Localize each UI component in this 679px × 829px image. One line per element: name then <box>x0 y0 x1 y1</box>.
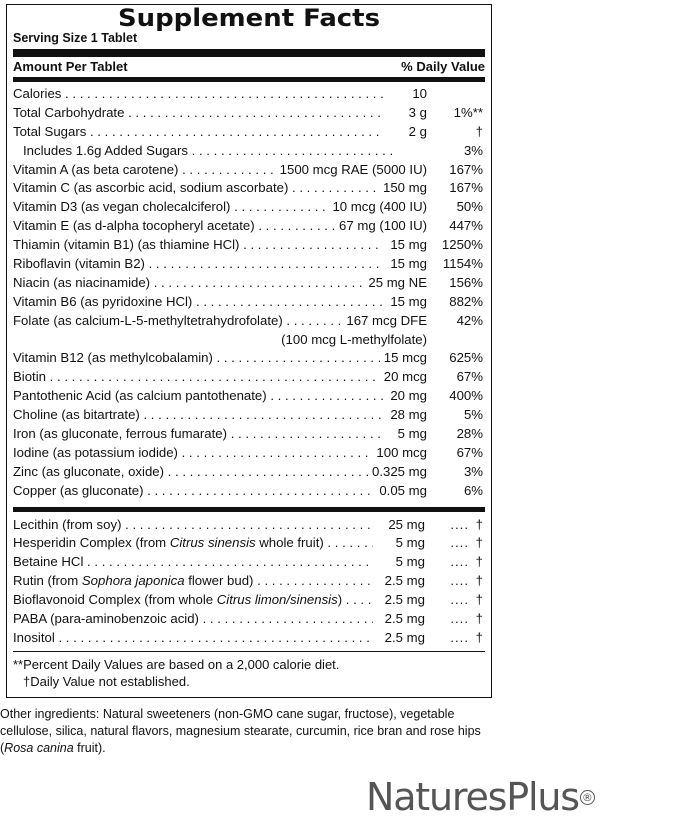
other-nutrient-name <box>13 572 373 591</box>
other-nutrient-daily-value: † <box>476 553 483 572</box>
nutrient-daily-value: 50% <box>457 198 483 217</box>
other-nutrient-amount: 2.5 mg <box>381 629 425 648</box>
other-nutrient-row <box>13 610 485 629</box>
other-nutrient-amount: 2.5 mg <box>381 572 425 591</box>
other-nutrient-name <box>13 553 373 572</box>
other-nutrient-name <box>13 534 373 553</box>
nutrient-daily-value: 156% <box>449 274 483 293</box>
nutrient-daily-value: 67% <box>457 368 483 387</box>
nutrient-row <box>13 331 485 350</box>
nutrient-daily-value: 167% <box>449 161 483 180</box>
other-nutrient-row <box>13 516 485 535</box>
other-ingredients <box>0 706 496 757</box>
other-nutrient-name-pre: Lecithin (from soy) <box>13 516 122 532</box>
registered-mark-icon: ® <box>581 791 593 804</box>
nutrient-row <box>13 255 485 274</box>
nutrient-name-label: Folate (as calcium-L-5-methyltetrahydrofolate) <box>13 312 283 328</box>
nutrient-amount: 0.05 mg <box>375 482 427 501</box>
other-nutrient-daily-value: † <box>476 591 483 610</box>
other-nutrient-daily-value: † <box>476 516 483 535</box>
other-nutrient-name-pre: Betaine HCl <box>13 554 84 570</box>
nutrient-name <box>13 123 383 142</box>
divider-thin <box>13 651 485 653</box>
other-nutrient-daily-value: † <box>476 629 483 648</box>
nutrient-row <box>13 368 485 387</box>
other-nutrient-name-label <box>13 573 253 588</box>
other-nutrient-daily-value: † <box>476 534 483 553</box>
nutrient-amount: 20 mg <box>386 387 427 406</box>
nutrient-name <box>13 482 383 501</box>
other-nutrient-dots: .... <box>447 572 469 591</box>
nutrient-row <box>13 293 485 312</box>
nutrient-daily-value: 400% <box>449 387 483 406</box>
nutrient-name-label: Thiamin (vitamin B1) (as thiamine HCl) <box>13 237 240 253</box>
nutrient-amount: 100 mcg <box>372 444 427 463</box>
nutrient-name-label: Vitamin B12 (as methylcobalamin) <box>13 350 213 366</box>
nutrient-row <box>13 142 485 161</box>
nutrient-name <box>13 142 393 161</box>
nutrient-name <box>13 217 383 236</box>
nutrient-name <box>13 255 383 274</box>
other-nutrient-name-pre: Hesperidin Complex (from <box>13 535 170 551</box>
nutrient-row <box>13 463 485 482</box>
nutrient-row <box>13 349 485 368</box>
nutrient-name-label: Total Sugars <box>13 123 87 139</box>
nutrient-row <box>13 312 485 331</box>
other-nutrient-name <box>13 591 373 610</box>
footnote-percent-dv: **Percent Daily Values are based on a 2,000 calorie diet. <box>13 657 340 673</box>
other-ingredients-suffix: fruit). <box>73 741 106 755</box>
nutrient-row <box>13 387 485 406</box>
nutrient-amount: 67 mg (100 IU) <box>335 217 427 236</box>
other-nutrient-row <box>13 629 485 648</box>
nutrient-daily-value: † <box>476 123 483 142</box>
other-nutrient-row <box>13 534 485 553</box>
nutrient-row <box>13 425 485 444</box>
nutrient-name-label: Zinc (as gluconate, oxide) <box>13 463 164 479</box>
nutrient-daily-value: 1154% <box>443 255 483 274</box>
nutrient-row <box>13 444 485 463</box>
other-nutrient-daily-value: † <box>476 610 483 629</box>
nutrient-daily-value: 1%** <box>454 104 483 123</box>
other-nutrient-dots: .... <box>447 610 469 629</box>
other-nutrient-row <box>13 591 485 610</box>
footnote-not-established: †Daily Value not established. <box>23 674 190 690</box>
nutrient-amount: 10 mcg (400 IU) <box>328 198 427 217</box>
nutrient-daily-value: 42% <box>457 312 483 331</box>
nutrient-daily-value: 625% <box>449 349 483 368</box>
nutrient-daily-value: 3% <box>464 142 483 161</box>
nutrient-daily-value: 882% <box>449 293 483 312</box>
nutrient-row <box>13 236 485 255</box>
other-nutrient-name-label <box>13 517 121 532</box>
nutrient-amount: 5 mg <box>394 425 427 444</box>
naturesplus-logo <box>366 772 595 822</box>
supplement-facts-panel <box>6 4 492 698</box>
nutrient-name <box>13 387 383 406</box>
nutrient-name-label: Includes 1.6g Added Sugars <box>23 142 188 158</box>
nutrient-name <box>13 444 383 463</box>
other-nutrient-dots: .... <box>447 591 469 610</box>
nutrient-name-label: Pantothenic Acid (as calcium pantothenate) <box>13 388 267 404</box>
nutrient-amount: 1500 mcg RAE (5000 IU) <box>276 161 427 180</box>
nutrient-amount: 0.325 mg <box>368 463 427 482</box>
nutrient-name <box>13 368 383 387</box>
nutrient-daily-value: 3% <box>464 463 483 482</box>
nutrient-name-label: Iron (as gluconate, ferrous fumarate) <box>13 426 228 442</box>
nutrient-amount: 25 mg NE <box>364 274 427 293</box>
nutrient-name <box>13 104 383 123</box>
nutrient-name-label: Vitamin A (as beta carotene) <box>13 161 179 177</box>
other-nutrient-name-label <box>13 630 55 645</box>
nutrient-row <box>13 198 485 217</box>
nutrient-name-label: Riboflavin (vitamin B2) <box>13 256 145 272</box>
nutrient-row <box>13 161 485 180</box>
nutrient-name <box>13 463 383 482</box>
other-nutrient-dots: .... <box>447 534 469 553</box>
other-nutrient-list <box>13 516 485 648</box>
other-nutrient-dots: .... <box>447 629 469 648</box>
nutrient-row <box>13 274 485 293</box>
nutrient-name <box>13 349 383 368</box>
nutrient-amount-continued: (100 mcg L-methylfolate) <box>281 331 427 350</box>
divider-thick <box>13 49 485 57</box>
nutrient-row <box>13 217 485 236</box>
other-nutrient-name-italic: Citrus sinensis <box>169 535 256 551</box>
nutrient-amount: 10 <box>408 85 427 104</box>
nutrient-row <box>13 85 485 104</box>
nutrient-name-label: Niacin (as niacinamide) <box>13 274 151 290</box>
nutrient-amount: 15 mg <box>386 293 427 312</box>
nutrient-row <box>13 406 485 425</box>
other-nutrient-name-label <box>13 611 199 626</box>
other-nutrient-name-pre: PABA (para-aminobenzoic acid) <box>13 611 199 627</box>
nutrient-daily-value: 6% <box>464 482 483 501</box>
nutrient-name <box>13 406 383 425</box>
nutrient-amount: 15 mg <box>386 236 427 255</box>
nutrient-amount: 150 mg <box>379 179 427 198</box>
other-ingredients-italic: Rosa canina <box>4 741 74 755</box>
nutrient-name <box>13 312 383 331</box>
nutrient-row <box>13 104 485 123</box>
other-nutrient-name-post: ) <box>337 592 343 608</box>
amount-header: Amount Per Tablet <box>13 59 128 74</box>
other-nutrient-name-pre: Bioflavonoid Complex (from whole <box>13 592 217 608</box>
other-nutrient-row <box>13 572 485 591</box>
other-nutrient-daily-value: † <box>476 572 483 591</box>
nutrient-amount: 3 g <box>405 104 427 123</box>
other-nutrient-name-pre: Rutin (from <box>13 573 82 589</box>
other-nutrient-name-pre: Inositol <box>13 629 55 645</box>
other-nutrient-dots: .... <box>447 553 469 572</box>
other-nutrient-name <box>13 610 373 629</box>
other-nutrient-dots: .... <box>447 516 469 535</box>
nutrient-daily-value: 1250% <box>442 236 483 255</box>
other-nutrient-amount: 5 mg <box>392 534 425 553</box>
divider-mid <box>13 507 485 512</box>
panel-title: Supplement Facts <box>117 4 381 32</box>
nutrient-name <box>13 179 383 198</box>
other-nutrient-name-label <box>13 535 324 550</box>
nutrient-row <box>13 482 485 501</box>
nutrient-name-label: Vitamin C (as ascorbic acid, sodium ascorbate) <box>13 180 289 196</box>
nutrient-daily-value: 67% <box>457 444 483 463</box>
nutrient-daily-value: 5% <box>464 406 483 425</box>
nutrient-name-label: Vitamin B6 (as pyridoxine HCl) <box>13 293 193 309</box>
nutrient-daily-value: 167% <box>449 179 483 198</box>
other-nutrient-amount: 25 mg <box>384 516 425 535</box>
nutrient-amount: 15 mg <box>386 255 427 274</box>
nutrient-amount: 167 mcg DFE <box>342 312 427 331</box>
nutrient-amount: 2 g <box>405 123 427 142</box>
dv-header: % Daily Value <box>401 59 485 74</box>
other-nutrient-row <box>13 553 485 572</box>
nutrient-daily-value: 447% <box>449 217 483 236</box>
other-nutrient-name-italic: Sophora japonica <box>81 573 185 589</box>
other-nutrient-name <box>13 629 373 648</box>
nutrient-amount: 20 mcg <box>380 368 427 387</box>
nutrient-name-label: Total Carbohydrate <box>13 104 125 120</box>
other-nutrient-amount: 2.5 mg <box>381 610 425 629</box>
nutrient-amount: 28 mg <box>386 406 427 425</box>
nutrient-name <box>13 85 383 104</box>
other-nutrient-name <box>13 516 373 535</box>
nutrient-row <box>13 179 485 198</box>
nutrient-name-label: Copper (as gluconate) <box>13 482 144 498</box>
serving-size: Serving Size 1 Tablet <box>13 31 138 45</box>
nutrient-amount: 15 mcg <box>380 349 427 368</box>
nutrient-name-label: Vitamin E (as d-alpha tocopheryl acetate) <box>13 218 255 234</box>
nutrient-name-label: Choline (as bitartrate) <box>13 407 140 423</box>
other-nutrient-name-label <box>13 592 342 607</box>
other-nutrient-name-italic: Citrus limon/sinensis <box>216 592 338 608</box>
other-nutrient-amount: 5 mg <box>392 553 425 572</box>
nutrient-name-label: Calories <box>13 86 62 101</box>
nutrient-list <box>13 85 485 501</box>
nutrient-row <box>13 123 485 142</box>
nutrient-name-label: Iodine (as potassium iodide) <box>13 444 178 460</box>
other-ingredients-text: Other ingredients: Natural sweeteners (non-GMO cane sugar, fructose), vegetable cellulose, silica, natural flavors, magnesium stearate, curcumin, rice bran and rose hips ( <box>0 707 481 755</box>
nutrient-daily-value: 28% <box>457 425 483 444</box>
nutrient-name <box>13 274 383 293</box>
other-nutrient-amount: 2.5 mg <box>381 591 425 610</box>
nutrient-name-label: Biotin <box>13 369 46 385</box>
other-nutrient-name-label <box>13 554 83 569</box>
nutrient-name-label: Vitamin D3 (as vegan cholecalciferol) <box>13 199 231 215</box>
column-header <box>13 57 485 82</box>
other-nutrient-name-post: whole fruit) <box>255 535 324 551</box>
other-nutrient-name-post: flower bud) <box>184 573 254 589</box>
nutrient-name <box>13 293 383 312</box>
nutrient-name <box>13 236 383 255</box>
brand-name: NaturesPlus <box>366 775 579 819</box>
nutrient-name <box>13 425 383 444</box>
